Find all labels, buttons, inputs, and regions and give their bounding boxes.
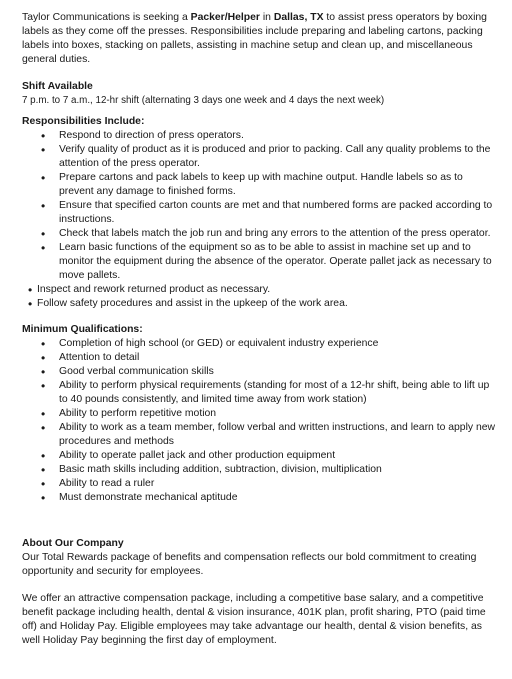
list-item: • Follow safety procedures and assist in the upkeep of the work area. <box>22 297 500 311</box>
list-item: • Ability to perform physical requirements (standing for most of a 12-hr shift, being able to lift up to 40 pounds consistently, and limited time away from work station) <box>22 379 500 407</box>
list-item: • Ability to operate pallet jack and other production equipment <box>22 449 500 463</box>
list-item: • Ability to read a ruler <box>22 477 500 491</box>
company-text: Our Total Rewards package of benefits and compensation reflects our bold commitment to creating opportunity and security for employees. <box>22 552 477 577</box>
list-item: • Ability to work as a team member, follow verbal and written instructions, and learn to apply new procedures and methods <box>22 421 500 449</box>
list-item: • Prepare cartons and pack labels to keep up with machine output. Handle labels so as to prevent any damage to finished forms. <box>22 171 500 199</box>
intro-text: in <box>259 12 274 23</box>
shift-text: 7 p.m. to 7 a.m., 12-hr shift (alternating 3 days one week and 4 days the next week) <box>22 95 385 106</box>
qualifications-list <box>22 337 500 505</box>
shift-heading: Shift Available <box>22 81 93 92</box>
qualifications-heading: Minimum Qualifications: <box>22 324 143 335</box>
responsibilities-list <box>22 129 500 311</box>
job-location: Dallas, TX <box>273 12 324 23</box>
list-item: • Attention to detail <box>22 351 500 365</box>
list-item: • Inspect and rework returned product as necessary. <box>22 283 500 297</box>
list-item: • Completion of high school (or GED) or equivalent industry experience <box>22 337 500 351</box>
offer-text: We offer an attractive compensation package, including a competitive base salary, and a competitive benefit package including health, dental & vision insurance, 401K plan, profit sharing, PTO (paid time off) and Holiday Pay. Eligible employees may take advantage our health, dental & vision benefits, as well Holiday Pay beginning the first day of employment. <box>22 593 486 646</box>
list-item: • Basic math skills including addition, subtraction, division, multiplication <box>22 463 500 477</box>
list-item: • Good verbal communication skills <box>22 365 500 379</box>
list-item: • Learn basic functions of the equipment so as to be able to assist in machine set up and to monitor the equipment during the absence of the operator. Operate pallet jack as necessary to move pallets. <box>22 241 500 283</box>
list-item: • Ensure that specified carton counts are met and that numbered forms are packed according to instructions. <box>22 199 500 227</box>
job-role: Packer/Helper <box>190 12 260 23</box>
responsibilities-heading: Responsibilities Include: <box>22 116 145 127</box>
company-heading: About Our Company <box>22 538 124 549</box>
list-item: • Respond to direction of press operators. <box>22 129 500 143</box>
list-item: • Check that labels match the job run and bring any errors to the attention of the press operator. <box>22 227 500 241</box>
intro-text: to assist press operators by boxing labels as they come off the presses. Responsibilities include preparing and labeling cartons, packing labels into boxes, stacking on pallets, assisting in machine setup and clean up, and miscellaneous general duties. <box>22 12 487 65</box>
list-item: • Ability to perform repetitive motion <box>22 407 500 421</box>
list-item: • Verify quality of product as it is produced and prior to packing. Call any quality problems to the attention of the press operator. <box>22 143 500 171</box>
list-item: • Must demonstrate mechanical aptitude <box>22 491 500 505</box>
intro-paragraph <box>22 11 500 67</box>
intro-text: Taylor Communications is seeking a <box>22 12 191 23</box>
